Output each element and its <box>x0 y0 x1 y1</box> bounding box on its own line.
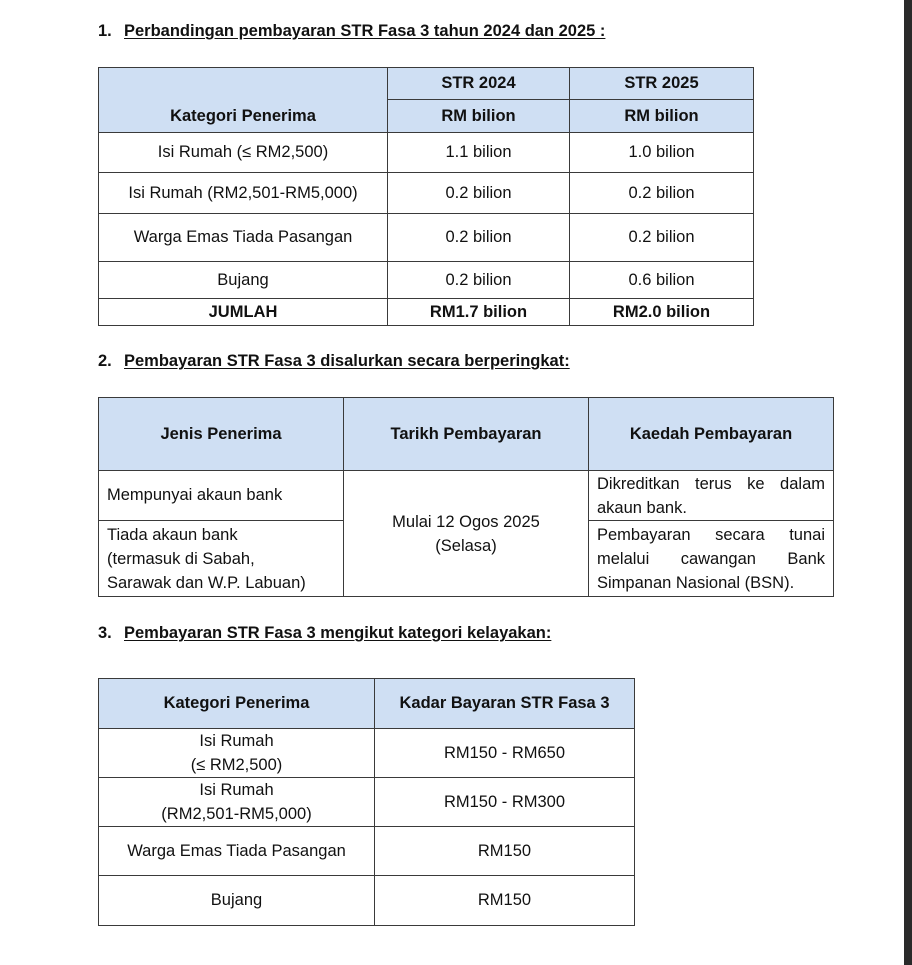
payment-day: (Selasa) <box>435 536 497 555</box>
row-value-2025: 1.0 bilion <box>570 133 754 173</box>
row-category: Isi Rumah (RM2,501-RM5,000) <box>99 173 388 214</box>
table-row <box>99 214 754 262</box>
row-value-2025: 0.2 bilion <box>570 214 754 262</box>
row-category: Bujang <box>99 262 388 299</box>
section-1-number: 1. <box>98 22 112 40</box>
header-category: Kategori Penerima <box>99 68 388 133</box>
header-category: Kategori Penerima <box>99 679 375 729</box>
header-rate: Kadar Bayaran STR Fasa 3 <box>375 679 635 729</box>
header-recipient-type: Jenis Penerima <box>99 398 344 471</box>
row-value-2025: 0.6 bilion <box>570 262 754 299</box>
recipient-without-bank <box>99 521 344 597</box>
rate-value: RM150 - RM650 <box>375 729 635 778</box>
header-payment-method: Kaedah Pembayaran <box>589 398 834 471</box>
rate-value: RM150 - RM300 <box>375 778 635 827</box>
section-3-title: Pembayaran STR Fasa 3 mengikut kategori kelayakan: <box>124 624 552 642</box>
header-unit-2025: RM bilion <box>570 100 754 133</box>
recipient-without-bank-line3: Sarawak dan W.P. Labuan) <box>107 573 306 592</box>
rate-category: Warga Emas Tiada Pasangan <box>99 827 375 876</box>
header-payment-date: Tarikh Pembayaran <box>344 398 589 471</box>
total-label: JUMLAH <box>99 299 388 326</box>
table-row <box>99 262 754 299</box>
row-value-2024: 0.2 bilion <box>388 214 570 262</box>
section-1-title: Perbandingan pembayaran STR Fasa 3 tahun 2024 dan 2025 : <box>124 22 606 40</box>
section-1-heading <box>98 21 605 41</box>
table-header-row <box>99 398 834 471</box>
rate-value: RM150 <box>375 876 635 926</box>
table-row <box>99 471 834 521</box>
rate-category-line2: (RM2,501-RM5,000) <box>161 805 312 823</box>
table-row <box>99 133 754 173</box>
recipient-without-bank-line2: (termasuk di Sabah, <box>107 549 255 568</box>
table-row <box>99 876 635 926</box>
comparison-table <box>98 67 754 326</box>
row-value-2024: 0.2 bilion <box>388 262 570 299</box>
total-value-2024: RM1.7 bilion <box>388 299 570 326</box>
section-2-number: 2. <box>98 352 112 370</box>
recipient-with-bank: Mempunyai akaun bank <box>99 471 344 521</box>
section-3-heading <box>98 623 551 643</box>
row-value-2024: 1.1 bilion <box>388 133 570 173</box>
row-value-2024: 0.2 bilion <box>388 173 570 214</box>
method-bank-credit: Dikreditkan terus ke dalam akaun bank. <box>589 471 834 521</box>
section-2-heading <box>98 351 570 371</box>
rate-category-line2: (≤ RM2,500) <box>190 756 283 774</box>
rate-value: RM150 <box>375 827 635 876</box>
eligibility-rate-table <box>98 678 635 926</box>
rate-category: Bujang <box>99 876 375 926</box>
payment-schedule-table <box>98 397 834 597</box>
header-str-2024: STR 2024 <box>388 68 570 100</box>
table-row <box>99 173 754 214</box>
rate-category-line1: Isi Rumah <box>199 781 274 799</box>
rate-category <box>99 729 375 778</box>
header-unit-2024: RM bilion <box>388 100 570 133</box>
rate-category <box>99 778 375 827</box>
table-row <box>99 729 635 778</box>
payment-date: Mulai 12 Ogos 2025 <box>392 512 540 531</box>
method-cash-bsn: Pembayaran secara tunai melalui cawangan Bank Simpanan Nasional (BSN). <box>589 521 834 597</box>
row-value-2025: 0.2 bilion <box>570 173 754 214</box>
section-2-title: Pembayaran STR Fasa 3 disalurkan secara berperingkat: <box>124 352 570 370</box>
rate-category-line1: Isi Rumah <box>199 732 274 750</box>
row-category: Warga Emas Tiada Pasangan <box>99 214 388 262</box>
payment-date-cell <box>344 471 589 597</box>
table-header-row <box>99 679 635 729</box>
recipient-without-bank-line1: Tiada akaun bank <box>107 525 238 544</box>
total-value-2025: RM2.0 bilion <box>570 299 754 326</box>
row-category: Isi Rumah (≤ RM2,500) <box>99 133 388 173</box>
total-row <box>99 299 754 326</box>
table-row <box>99 827 635 876</box>
table-header-row <box>99 68 754 100</box>
header-str-2025: STR 2025 <box>570 68 754 100</box>
table-row <box>99 778 635 827</box>
section-3-number: 3. <box>98 624 112 642</box>
